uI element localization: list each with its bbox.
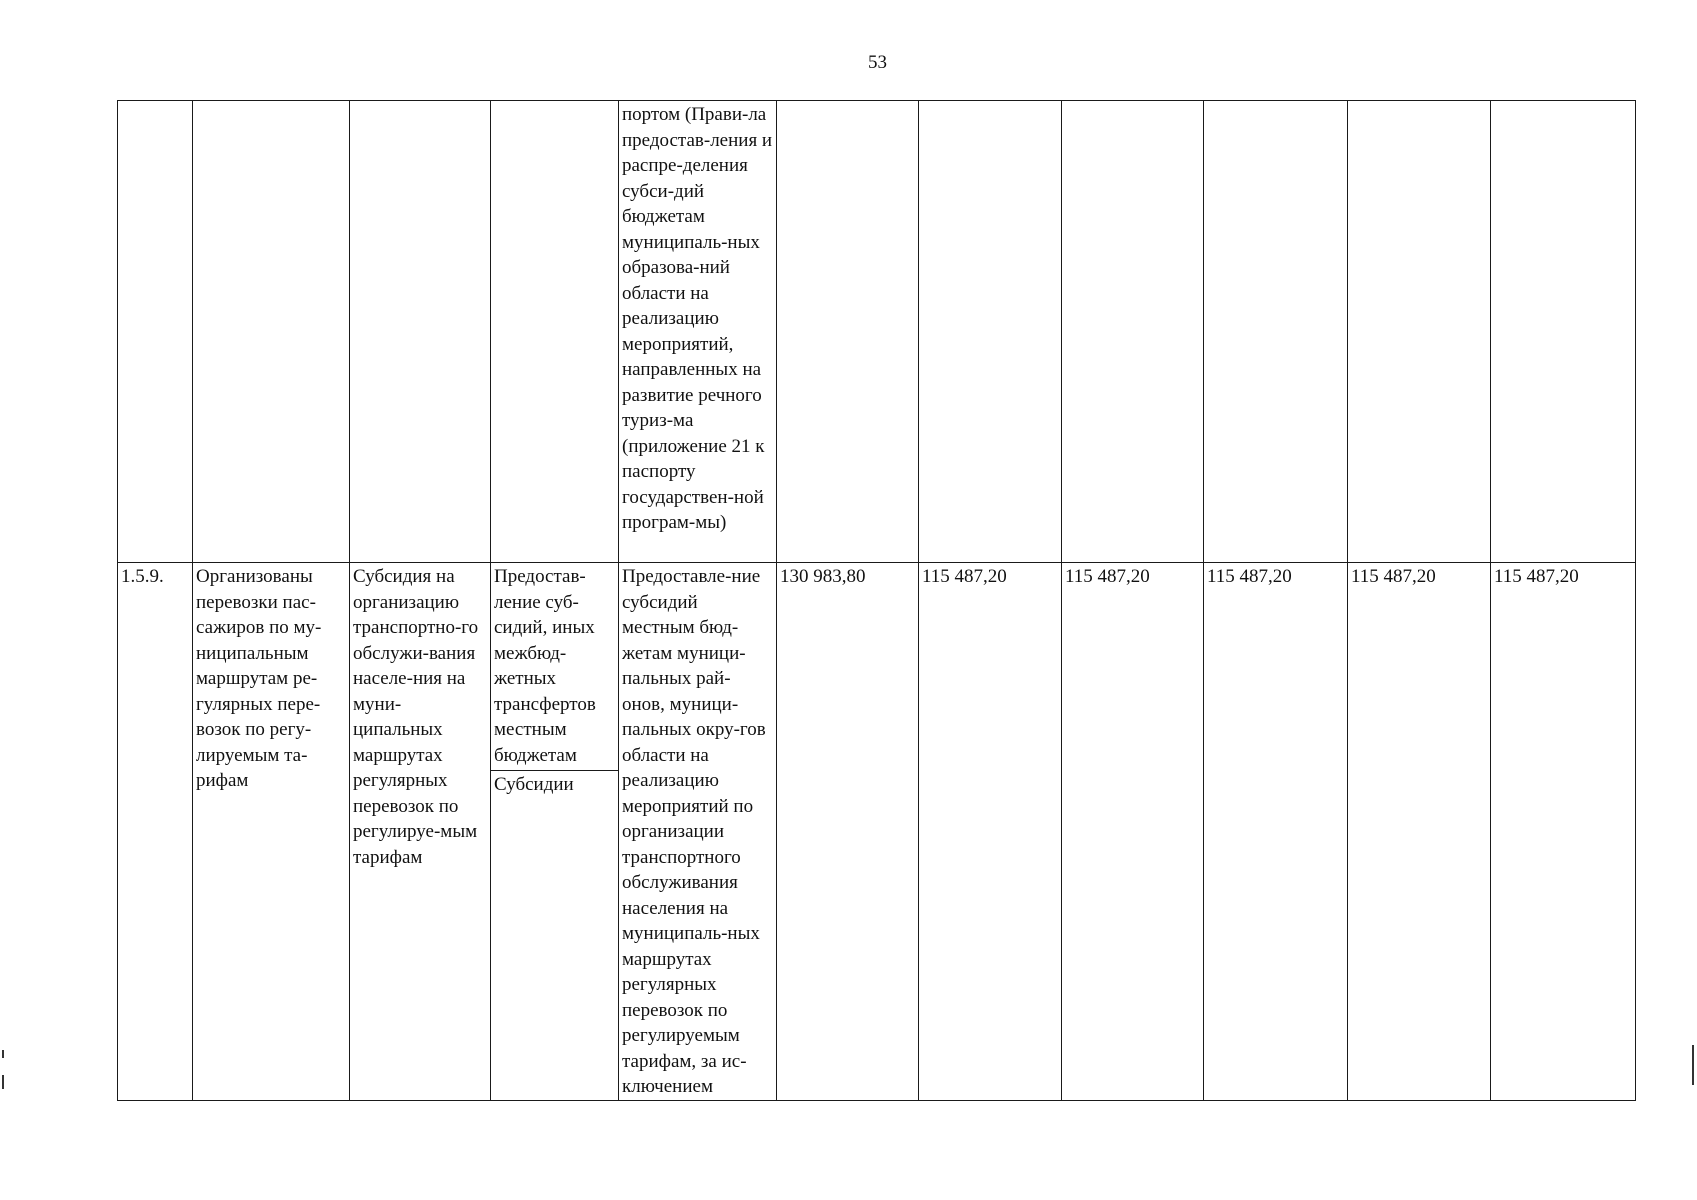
- cell-result: Организованы перевозки пас-сажиров по му-ниципальным маршрутам ре-гулярных пере-возок по регу-лируемым та-рифам: [193, 563, 350, 1101]
- cell-type: [491, 563, 619, 1101]
- cell-value-6: 115 487,20: [1491, 563, 1636, 1101]
- cell-value-1: 130 983,80: [777, 563, 919, 1101]
- cell-empty: [193, 101, 350, 563]
- cell-empty: [1204, 101, 1348, 563]
- cell-description: Предоставле-ние субсидий местным бюд-жетам муници-пальных рай-онов, муници-пальных окру-гов области на реализацию мероприятий по организации транспортного обслуживания населения на муниципаль-ных маршрутах регулярных перевозок по регулируемым тарифам, за ис-ключением: [619, 563, 777, 1101]
- scan-margin-mark: [2, 1075, 4, 1089]
- cell-value-5: 115 487,20: [1348, 563, 1491, 1101]
- page-number: 53: [868, 52, 887, 73]
- cell-empty: [919, 101, 1062, 563]
- cell-value-3: 115 487,20: [1062, 563, 1204, 1101]
- cell-empty: [1491, 101, 1636, 563]
- cell-measure: Субсидия на организацию транспортно-го обслужи-вания населе-ния на муни-ципальных маршрутах регулярных перевозок по регулируе-мым тарифам: [350, 563, 491, 1101]
- table-row-continued: [118, 101, 1636, 563]
- cell-empty: [1062, 101, 1204, 563]
- cell-empty: [350, 101, 491, 563]
- cell-type-main: Предостав-ление суб-сидий, иных межбюд-жетных трансфертов местным бюджетам: [491, 563, 618, 771]
- cell-description-continued: портом (Прави-ла предостав-ления и распре-деления субси-дий бюджетам муниципаль-ных образова-ний области на реализацию мероприятий, направленных на развитие речного туриз-ма (приложение 21 к паспорту государствен-ной програм-мы): [619, 101, 777, 563]
- cell-empty: [777, 101, 919, 563]
- scan-margin-mark: [2, 1050, 4, 1058]
- cell-value-2: 115 487,20: [919, 563, 1062, 1101]
- cell-empty: [118, 101, 193, 563]
- cell-empty: [1348, 101, 1491, 563]
- cell-empty: [491, 101, 619, 563]
- cell-number: 1.5.9.: [118, 563, 193, 1101]
- cell-type-sub: Субсидии: [494, 774, 574, 795]
- program-table: [117, 100, 1636, 1101]
- table-row-1-5-9: [118, 563, 1636, 1101]
- scan-margin-mark: [1692, 1045, 1694, 1085]
- cell-value-4: 115 487,20: [1204, 563, 1348, 1101]
